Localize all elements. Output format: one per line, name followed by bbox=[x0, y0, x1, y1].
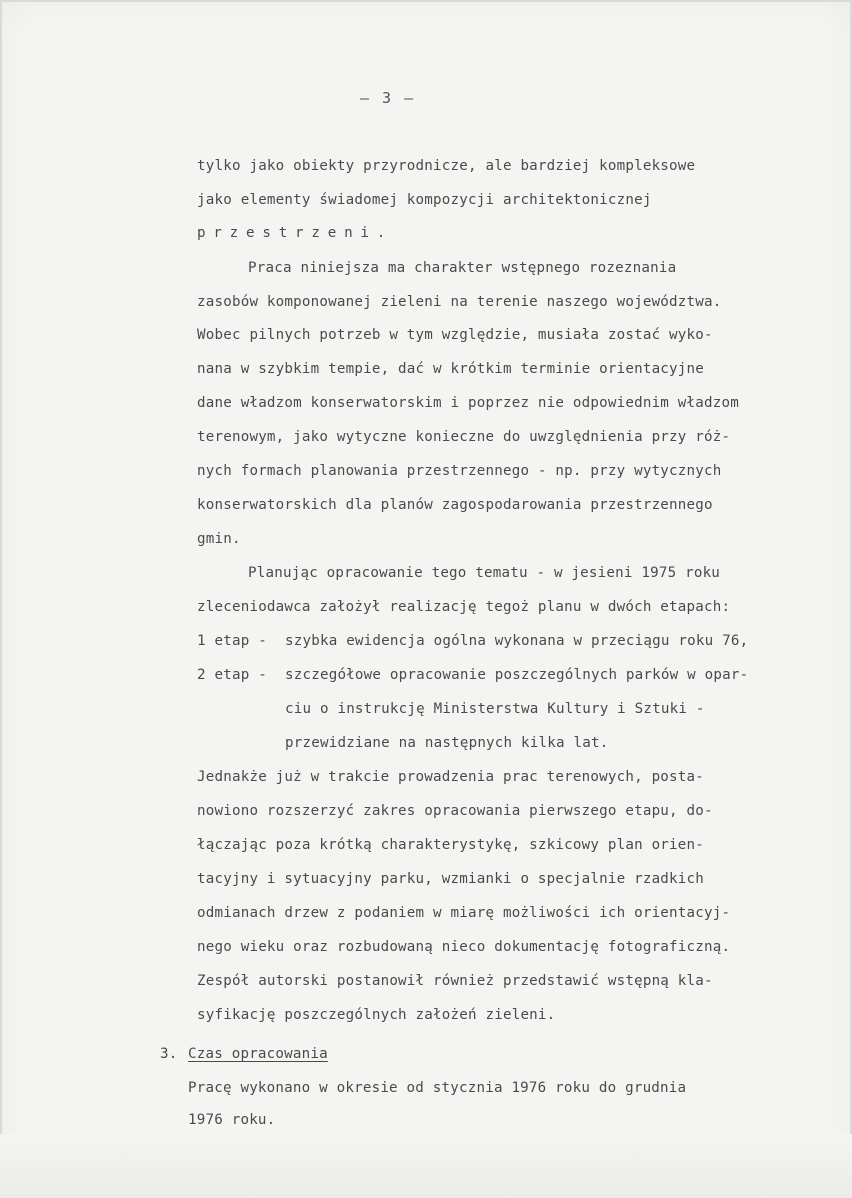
paragraph-4-line-3: łączając poza krótką charakterystykę, szkicowy plan orien- bbox=[197, 837, 705, 853]
paragraph-2-line-6: terenowym, jako wytyczne konieczne do uwzględnienia przy róż- bbox=[197, 429, 731, 445]
paragraph-4-line-1: Jednakże już w trakcie prowadzenia prac terenowych, posta- bbox=[197, 769, 705, 785]
paragraph-4-line-4: tacyjny i sytuacyjny parku, wzmianki o specjalnie rzadkich bbox=[197, 871, 705, 887]
paragraph-2-line-3: Wobec pilnych potrzeb w tym względzie, musiała zostać wyko- bbox=[197, 327, 713, 343]
stage-1-label: 1 etap - bbox=[197, 633, 267, 649]
stage-2-line-2: ciu o instrukcję Ministerstwa Kultury i Sztuki - bbox=[285, 701, 705, 717]
stage-1-text: szybka ewidencja ogólna wykonana w przeciągu roku 76, bbox=[285, 633, 749, 649]
paragraph-1-line-2: jako elementy świadomej kompozycji architektonicznej bbox=[197, 192, 652, 208]
paragraph-3-line-1: Planując opracowanie tego tematu - w jesieni 1975 roku bbox=[248, 565, 721, 581]
paragraph-4-line-2: nowiono rozszerzyć zakres opracowania pierwszego etapu, do- bbox=[197, 803, 713, 819]
paragraph-4-line-5: odmianach drzew z podaniem w miarę możliwości ich orientacyj- bbox=[197, 905, 731, 921]
paragraph-2-line-4: nana w szybkim tempie, dać w krótkim terminie orientacyjne bbox=[197, 361, 705, 377]
paragraph-1-line-1: tylko jako obiekty przyrodnicze, ale bardziej kompleksowe bbox=[197, 158, 696, 174]
paragraph-3-line-2: zleceniodawca założył realizację tegoż planu w dwóch etapach: bbox=[197, 599, 731, 615]
page-bottom-margin bbox=[0, 1134, 852, 1198]
stage-2-line-3: przewidziane na następnych kilka lat. bbox=[285, 735, 609, 751]
paragraph-2-line-9: gmin. bbox=[197, 531, 241, 547]
paragraph-2-line-2: zasobów komponowanej zieleni na terenie naszego województwa. bbox=[197, 294, 722, 310]
paragraph-4-line-6: nego wieku oraz rozbudowaną nieco dokumentację fotograficzną. bbox=[197, 939, 731, 955]
section-3-line-2: 1976 roku. bbox=[188, 1112, 276, 1128]
paragraph-4-line-8: syfikację poszczególnych założeń zieleni. bbox=[197, 1007, 556, 1023]
paragraph-4-line-7: Zespół autorski postanowił również przedstawić wstępną kla- bbox=[197, 973, 713, 989]
paragraph-1-line-3: przestrzeni. bbox=[197, 225, 394, 241]
section-3-line-1: Pracę wykonano w okresie od stycznia 1976 roku do grudnia bbox=[188, 1080, 687, 1096]
paragraph-2-line-8: konserwatorskich dla planów zagospodarowania przestrzennego bbox=[197, 497, 713, 513]
stage-2-label: 2 etap - bbox=[197, 667, 267, 683]
paragraph-2-line-1: Praca niniejsza ma charakter wstępnego rozeznania bbox=[248, 260, 677, 276]
section-3-number: 3. bbox=[160, 1046, 178, 1062]
stage-2-line-1: szczegółowe opracowanie poszczególnych parków w opar- bbox=[285, 667, 749, 683]
paragraph-2-line-5: dane władzom konserwatorskim i poprzez nie odpowiednim władzom bbox=[197, 395, 739, 411]
section-3-heading: Czas opracowania bbox=[188, 1046, 328, 1062]
page-number: — 3 — bbox=[360, 89, 416, 107]
paragraph-2-line-7: nych formach planowania przestrzennego - np. przy wytycznych bbox=[197, 463, 722, 479]
